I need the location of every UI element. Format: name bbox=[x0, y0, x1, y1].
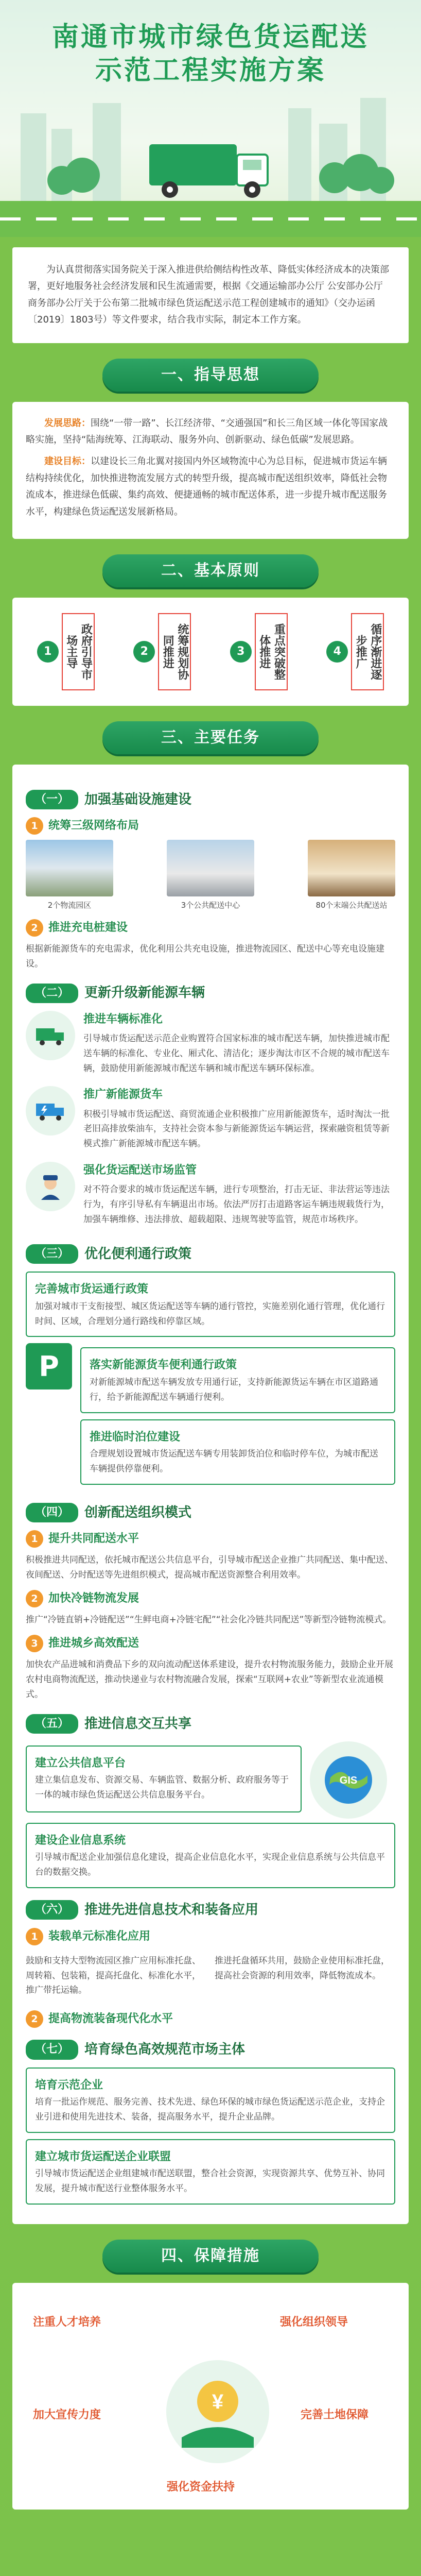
task-7-title: 培育绿色高效规范市场主体 bbox=[84, 2042, 245, 2058]
photo-logistics-park bbox=[26, 840, 113, 911]
principle-item bbox=[133, 613, 191, 690]
task-3-tag: （三） bbox=[26, 1244, 78, 1264]
police-officer-icon bbox=[26, 1162, 75, 1211]
task-2-title: 更新升级新能源车辆 bbox=[84, 985, 205, 1001]
task-6-tag: （六） bbox=[26, 1900, 78, 1920]
task-5-box-2 bbox=[26, 1823, 395, 1888]
logistics-park-image bbox=[26, 840, 113, 896]
truck-icon bbox=[149, 144, 268, 198]
hero-title-line2: 示范工程实施方案 bbox=[95, 55, 326, 86]
principle-number: 3 bbox=[230, 641, 252, 663]
principle-text: 统筹规划协同推进 bbox=[158, 613, 191, 690]
task-6-row bbox=[26, 1951, 395, 2004]
task-1-tag: （一） bbox=[26, 790, 78, 809]
task-2-item-3 bbox=[26, 1162, 395, 1232]
task-1-title: 加强基础设施建设 bbox=[84, 791, 192, 807]
hero-title bbox=[0, 21, 421, 88]
guarantee-funding: 强化资金扶持 bbox=[167, 2481, 235, 2494]
sub-title: 建立城市货运配送企业联盟 bbox=[35, 2150, 171, 2163]
guide-paragraph-2 bbox=[26, 453, 395, 520]
principle-item bbox=[326, 613, 384, 690]
gis-globe-icon bbox=[310, 1741, 387, 1819]
task-3-title: 优化便利通行政策 bbox=[84, 1246, 192, 1262]
sub-title: 加快冷链物流发展 bbox=[48, 1592, 139, 1605]
sub-text: 积极推进共同配送，依托城市配送公共信息平台，引导城市配送企业推广共同配送、集中配送、夜间配送、分时配送等先进组织模式，提高城市配送资源整合利用效率。 bbox=[26, 1555, 393, 1581]
sub-number: 1 bbox=[26, 817, 43, 835]
sub-title: 强化货运配送市场监管 bbox=[83, 1164, 197, 1177]
task-3-box-1 bbox=[26, 1272, 395, 1337]
principle-number: 4 bbox=[326, 641, 348, 663]
sub-text-right: 推进托盘循环共用，鼓励企业使用标准托盘，提高社会资源的利用效率，降低物流成本。 bbox=[215, 1955, 390, 1981]
photo-distribution-center bbox=[167, 840, 254, 911]
task-4-header bbox=[26, 1502, 395, 1523]
sub-title: 提升共同配送水平 bbox=[48, 1532, 139, 1546]
photo-caption: 80个末端公共配送站 bbox=[315, 901, 388, 910]
sub-title: 培育示范企业 bbox=[35, 2078, 103, 2092]
sub-text: 加快农产品进城和消费品下乡的双向流动配送体系建设，提升农村物流服务能力，鼓励企业开展农村电商物流配送，推动快递业与农村物流融合发展，探索“互联网+农业”等新型农业流通模式。 bbox=[26, 1659, 393, 1700]
guarantee-card bbox=[12, 2283, 409, 2510]
city-skyline-illustration bbox=[0, 82, 421, 216]
section-title-guide: 一、指导思想 bbox=[102, 359, 319, 392]
principle-text: 政府引导市场主导 bbox=[62, 613, 95, 690]
tasks-card bbox=[12, 765, 409, 2224]
sub-text: 根据新能源货车的充电需求，优化利用公共充电设施，推进物流园区、配送中心等充电设施建设。 bbox=[26, 943, 384, 969]
svg-text:¥: ¥ bbox=[212, 2391, 224, 2414]
guide-text-1: 围绕“一带一路”、长江经济带、“交通强国”和长三角区域一体化等国家战略实施，坚持“陆海统筹、江海联动、服务外向、创新驱动、绿色低碳”发展思路。 bbox=[26, 417, 388, 445]
truck-icon bbox=[26, 1011, 75, 1060]
task-3-header bbox=[26, 1244, 395, 1264]
sub-title: 推进城乡高效配送 bbox=[48, 1636, 139, 1650]
task-2-item-1 bbox=[26, 1011, 395, 1081]
task-6-header bbox=[26, 1900, 395, 1920]
task-7-box-2 bbox=[26, 2139, 395, 2205]
sub-title: 统筹三级网络布局 bbox=[48, 819, 139, 833]
task-7-box-1 bbox=[26, 2067, 395, 2133]
sub-title: 提高物流装备现代化水平 bbox=[48, 2012, 173, 2026]
photo-caption: 3个公共配送中心 bbox=[181, 901, 240, 910]
principle-number: 2 bbox=[133, 641, 155, 663]
sub-title: 推进临时泊位建设 bbox=[90, 1430, 181, 1444]
svg-text:GIS: GIS bbox=[339, 1775, 358, 1787]
sub-title: 建立公共信息平台 bbox=[35, 1757, 126, 1770]
sub-title: 推进充电桩建设 bbox=[48, 921, 128, 934]
sub-number: 2 bbox=[26, 1590, 43, 1607]
guide-keyword-2: 建设目标： bbox=[44, 456, 91, 467]
task-3-row bbox=[26, 1343, 395, 1490]
task-7-header bbox=[26, 2039, 395, 2060]
sub-title: 建设企业信息系统 bbox=[35, 1834, 126, 1848]
task-4-sub-2 bbox=[26, 1590, 395, 1607]
task-1-header bbox=[26, 789, 395, 810]
task-4-sub-3 bbox=[26, 1635, 395, 1652]
section-title-tasks: 三、主要任务 bbox=[102, 721, 319, 754]
hero-title-line1: 南通市城市绿色货运配送 bbox=[51, 22, 369, 53]
sub-text: 引导城市货运配送企业组建城市配送联盟，整合社会资源，实现资源共享、优势互补、协同发展，提升城市配送行业整体服务水平。 bbox=[35, 2168, 385, 2194]
sub-number: 1 bbox=[26, 1530, 43, 1548]
hand-with-coin-icon bbox=[161, 2355, 274, 2468]
principle-item bbox=[230, 613, 288, 690]
guide-text-2: 以建设长三角北翼对接国内外区域物流中心为总目标，促进城市货运车辆结构持续优化，加快推进物流发展方式的转型升级，提高城市配送组织效率，降低社会物流成本，推进绿色低碳、集约高效、便捷通畅的城市配送体系，进一步提升城市配送服务水平，构建绿色货运配送发展新格局。 bbox=[26, 456, 387, 517]
sub-text: 对新能源城市配送车辆发放专用通行证，支持新能源货运车辆在市区道路通行，给予新能源配送车辆通行便利。 bbox=[90, 1377, 378, 1402]
task-4-title: 创新配送组织模式 bbox=[84, 1504, 192, 1520]
task-4-sub-1 bbox=[26, 1530, 395, 1548]
photo-delivery-station bbox=[308, 840, 395, 911]
guide-paragraph-1 bbox=[26, 415, 395, 449]
task-4-tag: （四） bbox=[26, 1503, 78, 1522]
sub-number: 2 bbox=[26, 919, 43, 937]
sub-text: 建立集信息发布、资源交易、车辆监管、数据分析、政府服务等于一体的城市绿色货运配送公共信息服务平台。 bbox=[35, 1775, 289, 1801]
task-6-title: 推进先进信息技术和装备应用 bbox=[84, 1902, 259, 1918]
section-title-principles: 二、基本原则 bbox=[102, 554, 319, 587]
guide-keyword-1: 发展思路： bbox=[44, 417, 91, 429]
sub-number: 1 bbox=[26, 1928, 43, 1945]
section-title-guarantee: 四、保障措施 bbox=[102, 2240, 319, 2273]
task-6-sub-2 bbox=[26, 2010, 395, 2028]
ev-truck-icon bbox=[26, 1086, 75, 1136]
task-5-header bbox=[26, 1714, 395, 1734]
distribution-center-image bbox=[167, 840, 254, 896]
sub-text: 合理规划设置城市货运配送车辆专用装卸货泊位和临时停车位，为城市配送车辆提供停靠便利。 bbox=[90, 1449, 378, 1474]
road-strip bbox=[0, 201, 421, 237]
principle-text: 循序渐进逐步推广 bbox=[351, 613, 384, 690]
network-photos bbox=[26, 840, 395, 911]
task-5-box-1 bbox=[26, 1745, 302, 1812]
task-5-row bbox=[26, 1741, 395, 1819]
photo-caption: 2个物流园区 bbox=[47, 901, 92, 910]
sub-title: 推进车辆标准化 bbox=[83, 1012, 163, 1026]
task-7-tag: （七） bbox=[26, 2040, 78, 2059]
principles-card bbox=[12, 598, 409, 706]
sub-number: 3 bbox=[26, 1635, 43, 1652]
task-5-tag: （五） bbox=[26, 1714, 78, 1734]
sub-text: 对不符合要求的城市货运配送车辆，进行专项整治，打击无证、非法营运等违法行为，有序引导私有车辆退出市场。依法严厉打击道路客运车辆违规载货行为，加强车辆维修、违法排放、超载超限、违规驾驶等监管，规范市场秩序。 bbox=[83, 1184, 390, 1225]
delivery-station-image bbox=[308, 840, 395, 896]
sub-text: 积极引导城市货运配送、商贸流通企业积极推广应用新能源货车，适时淘汰一批老旧高排放柴油车，支持社会资本参与新能源货运车辆运营，探索融资租赁等新模式推广新能源城市配送车辆。 bbox=[83, 1109, 390, 1149]
task-3-box-3 bbox=[80, 1419, 395, 1485]
intro-paragraph: 为认真贯彻落实国务院关于深入推进供给侧结构性改革、降低实体经济成本的决策部署，更好地服务社会经济发展和民生流通需要，根据《交通运输部办公厅 公安部办公厅 商务部办公厅关于公布第二批城市绿色货运配送示范工程创建城市的通知》（交办运函〔2019〕1803号）等文件要求，结合我市实际，制定本工作方案。 bbox=[12, 247, 409, 343]
task-1-sub-2 bbox=[26, 919, 395, 937]
guide-card bbox=[12, 402, 409, 539]
principle-item bbox=[37, 613, 95, 690]
sub-title: 完善城市货运通行政策 bbox=[35, 1283, 149, 1296]
sub-text: 推广“冷链直销+冷链配送”“生鲜电商+冷链宅配”“社会化冷链共同配送”等新型冷链物流模式。 bbox=[26, 1615, 392, 1625]
guarantee-land: 完善土地保障 bbox=[301, 2409, 369, 2422]
guarantee-publicity: 加大宣传力度 bbox=[33, 2409, 101, 2422]
sub-text-left: 鼓励和支持大型物流园区推广应用标准托盘、周转箱、包装箱，提高托盘化、标准化水平，推广带托运输。 bbox=[26, 1955, 201, 1996]
hero-banner bbox=[0, 0, 421, 237]
sub-number: 2 bbox=[26, 2010, 43, 2028]
task-2-header bbox=[26, 982, 395, 1003]
sub-text: 加强对城市干支衔接型、城区货运配送等车辆的通行管控，实施差别化通行管理，优化通行时间、区域，合理划分通行路线和停靠区域。 bbox=[35, 1301, 385, 1327]
guarantee-leadership: 强化组织领导 bbox=[280, 2316, 348, 2329]
sub-title: 落实新能源货车便利通行政策 bbox=[90, 1359, 237, 1372]
task-2-tag: （二） bbox=[26, 984, 78, 1003]
parking-icon: P bbox=[26, 1343, 72, 1389]
task-1-sub-1 bbox=[26, 817, 395, 835]
principle-number: 1 bbox=[37, 641, 59, 663]
task-2-item-2 bbox=[26, 1086, 395, 1157]
task-5-title: 推进信息交互共享 bbox=[84, 1716, 192, 1732]
sub-text: 引导城市配送企业加强信息化建设，提高企业信息化水平，实现企业信息系统与公共信息平台的数据交换。 bbox=[35, 1852, 385, 1878]
sub-text: 培育一批运作规范、服务完善、技术先进、绿色环保的城市绿色货运配送示范企业，支持企业引进和使用先进技术、装备，提高服务水平，提升企业品牌。 bbox=[35, 2097, 385, 2122]
principle-text: 重点突破整体推进 bbox=[255, 613, 288, 690]
sub-title: 推广新能源货车 bbox=[83, 1088, 163, 1101]
sub-text: 引导城市货运配送示范企业购置符合国家标准的城市配送车辆，加快推进城市配送车辆的标准化、专业化、厢式化、清洁化；逐步淘汰市区不合规的城市配送车辆，鼓励使用新能源城市配送车辆和城市配送车辆环保标准。 bbox=[83, 1033, 390, 1074]
task-6-sub-1 bbox=[26, 1928, 395, 1945]
task-3-box-2 bbox=[80, 1347, 395, 1413]
sub-title: 装载单元标准化应用 bbox=[48, 1929, 151, 1943]
guarantee-talent: 注重人才培养 bbox=[33, 2316, 101, 2329]
